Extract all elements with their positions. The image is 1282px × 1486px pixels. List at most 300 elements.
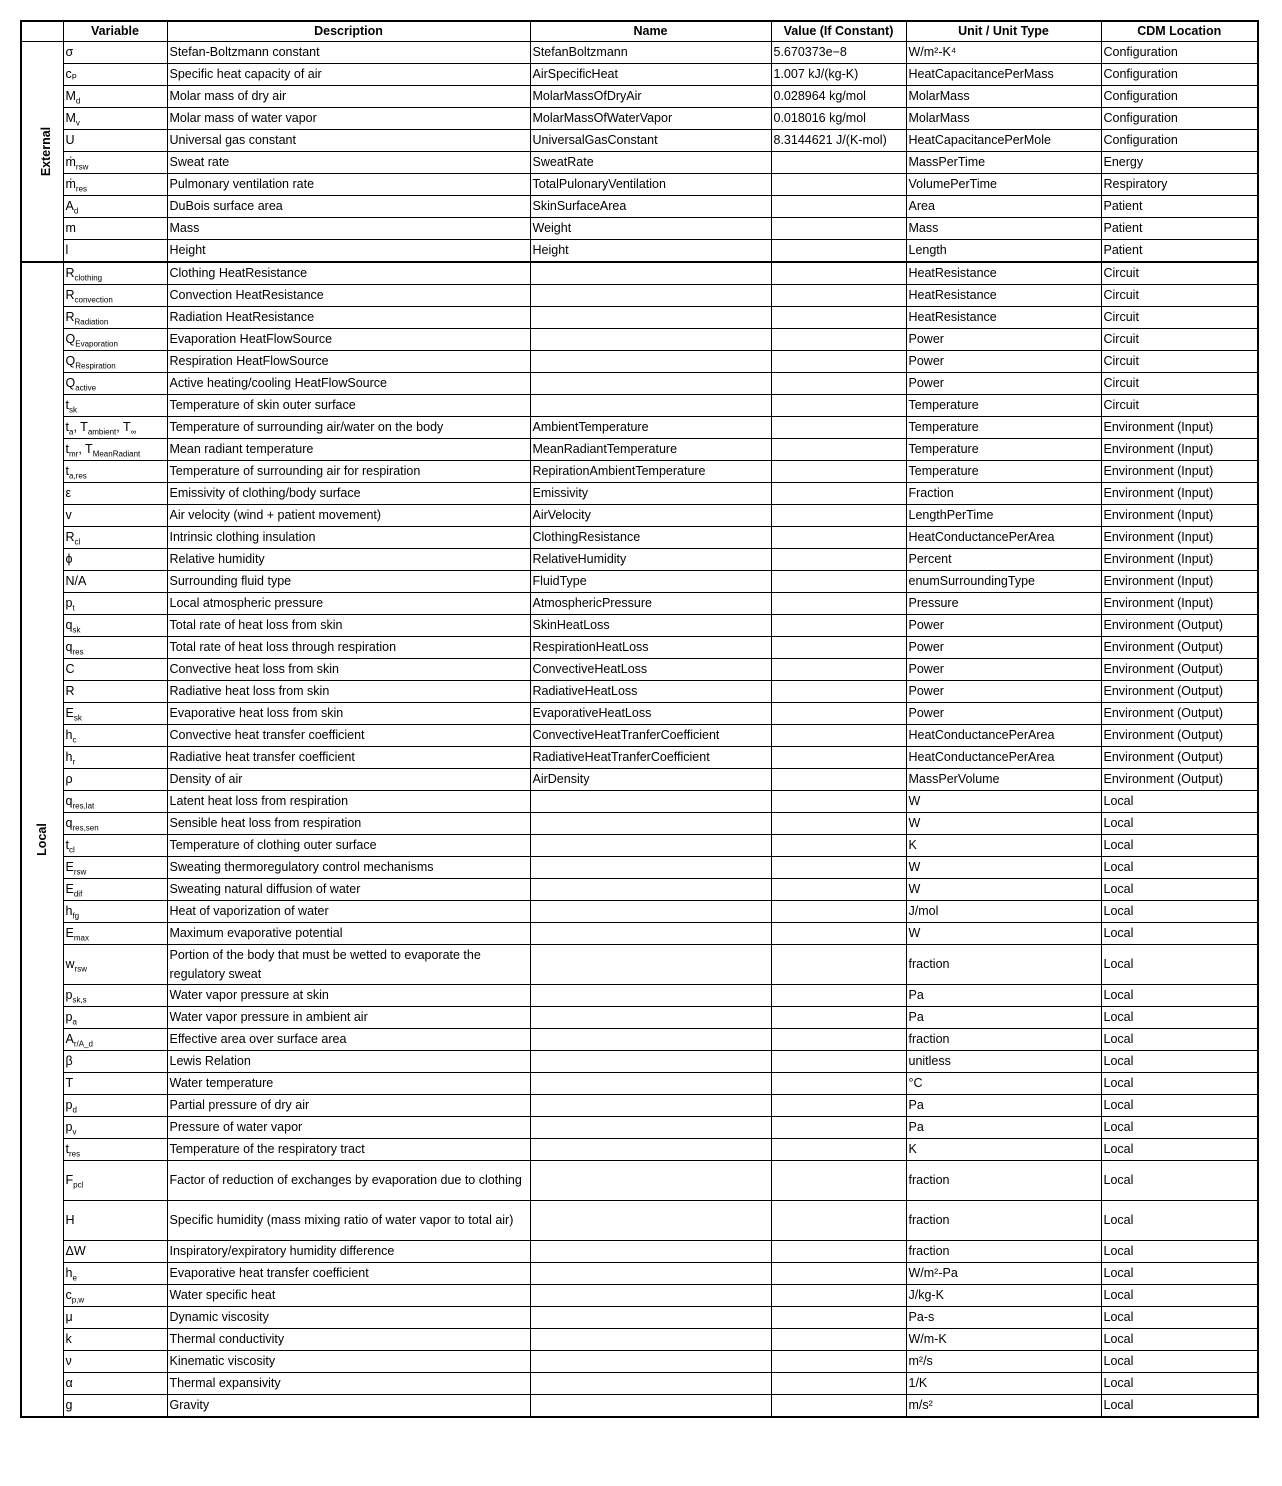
table-row xyxy=(21,1263,1258,1285)
cdm-location-cell: Respiratory xyxy=(1101,174,1258,196)
name-cell xyxy=(530,1241,771,1263)
table-row xyxy=(21,130,1258,152)
cdm-location-cell: Environment (Output) xyxy=(1101,681,1258,703)
value-cell xyxy=(771,174,906,196)
table-row xyxy=(21,945,1258,985)
value-cell xyxy=(771,307,906,329)
variable-cell: $q_{sk}$ xyxy=(63,615,167,637)
name-cell xyxy=(530,1263,771,1285)
name-cell xyxy=(530,813,771,835)
name-cell xyxy=(530,1139,771,1161)
variable-cell: β xyxy=(63,1051,167,1073)
table-row xyxy=(21,417,1258,439)
description-cell: Radiative heat loss from skin xyxy=(167,681,530,703)
variable-cell: ρ xyxy=(63,769,167,791)
table-row xyxy=(21,373,1258,395)
cdm-location-cell: Local xyxy=(1101,1161,1258,1201)
unit-cell: unitless xyxy=(906,1051,1101,1073)
unit-cell: Temperature xyxy=(906,461,1101,483)
value-cell xyxy=(771,571,906,593)
cdm-location-cell: Local xyxy=(1101,1051,1258,1073)
table-row xyxy=(21,1395,1258,1418)
description-cell: Convective heat loss from skin xyxy=(167,659,530,681)
table-row xyxy=(21,1373,1258,1395)
table-row xyxy=(21,285,1258,307)
cdm-location-cell: Circuit xyxy=(1101,329,1258,351)
value-cell xyxy=(771,395,906,417)
cdm-location-cell: Local xyxy=(1101,791,1258,813)
variable-cell: $t_{res}$ xyxy=(63,1139,167,1161)
variable-cell: $p_d$ xyxy=(63,1095,167,1117)
cdm-location-cell: Configuration xyxy=(1101,86,1258,108)
unit-cell: Pa xyxy=(906,1117,1101,1139)
variable-cell: α xyxy=(63,1373,167,1395)
value-cell xyxy=(771,703,906,725)
cdm-location-cell: Patient xyxy=(1101,240,1258,263)
value-cell xyxy=(771,461,906,483)
description-cell: Surrounding fluid type xyxy=(167,571,530,593)
unit-cell: Pa xyxy=(906,1095,1101,1117)
variable-cell: g xyxy=(63,1395,167,1418)
cdm-location-cell: Environment (Input) xyxy=(1101,571,1258,593)
value-cell xyxy=(771,945,906,985)
cdm-location-cell: Environment (Output) xyxy=(1101,703,1258,725)
value-cell xyxy=(771,1263,906,1285)
variable-cell: σ xyxy=(63,42,167,64)
name-cell xyxy=(530,395,771,417)
variable-cell: $q_{res}$ xyxy=(63,637,167,659)
unit-cell: Temperature xyxy=(906,439,1101,461)
value-cell xyxy=(771,1307,906,1329)
variable-cell: ϕ xyxy=(63,549,167,571)
cdm-location-cell: Environment (Output) xyxy=(1101,659,1258,681)
value-cell xyxy=(771,152,906,174)
variable-cell: $Q_{Evaporation}$ xyxy=(63,329,167,351)
variable-cell: $E_{rsw}$ xyxy=(63,857,167,879)
unit-cell: W/m²-Pa xyxy=(906,1263,1101,1285)
description-cell: Relative humidity xyxy=(167,549,530,571)
cdm-location-cell: Environment (Input) xyxy=(1101,439,1258,461)
description-cell: Lewis Relation xyxy=(167,1051,530,1073)
description-cell: Factor of reduction of exchanges by evaporation due to clothing xyxy=(167,1161,530,1201)
header-corner xyxy=(21,21,63,42)
cdm-location-cell: Patient xyxy=(1101,196,1258,218)
description-cell: Evaporation HeatFlowSource xyxy=(167,329,530,351)
table-row xyxy=(21,923,1258,945)
name-cell xyxy=(530,1029,771,1051)
value-cell xyxy=(771,1201,906,1241)
unit-cell: MassPerTime xyxy=(906,152,1101,174)
name-cell xyxy=(530,1329,771,1351)
cdm-location-cell: Local xyxy=(1101,923,1258,945)
description-cell: Convective heat transfer coefficient xyxy=(167,725,530,747)
cdm-location-cell: Circuit xyxy=(1101,285,1258,307)
value-cell: 8.3144621 J/(K-mol) xyxy=(771,130,906,152)
cdm-location-cell: Environment (Input) xyxy=(1101,461,1258,483)
value-cell xyxy=(771,1373,906,1395)
name-cell: Weight xyxy=(530,218,771,240)
name-cell xyxy=(530,1373,771,1395)
table-row xyxy=(21,1139,1258,1161)
table-row xyxy=(21,813,1258,835)
variable-cell: $t_a$, $T_{ambient}$, $T_\infty$ xyxy=(63,417,167,439)
cdm-location-cell: Local xyxy=(1101,1117,1258,1139)
header-variable: Variable xyxy=(63,21,167,42)
description-cell: Thermal conductivity xyxy=(167,1329,530,1351)
cdm-location-cell: Environment (Input) xyxy=(1101,483,1258,505)
table-row xyxy=(21,901,1258,923)
variable-cell: R xyxy=(63,681,167,703)
cdm-location-cell: Local xyxy=(1101,985,1258,1007)
name-cell: ConvectiveHeatLoss xyxy=(530,659,771,681)
variable-cell: $Q_{active}$ xyxy=(63,373,167,395)
description-cell: Water temperature xyxy=(167,1073,530,1095)
group-label-cell xyxy=(21,42,63,263)
variable-cell: m xyxy=(63,218,167,240)
value-cell xyxy=(771,218,906,240)
description-cell: Radiation HeatResistance xyxy=(167,307,530,329)
name-cell: AmbientTemperature xyxy=(530,417,771,439)
name-cell: MolarMassOfWaterVapor xyxy=(530,108,771,130)
unit-cell: W xyxy=(906,813,1101,835)
unit-cell: Temperature xyxy=(906,417,1101,439)
variable-cell: $A_d$ xyxy=(63,196,167,218)
cdm-location-cell: Circuit xyxy=(1101,351,1258,373)
variable-cell: $q_{res,sen}$ xyxy=(63,813,167,835)
cdm-location-cell: Environment (Input) xyxy=(1101,417,1258,439)
cdm-location-cell: Local xyxy=(1101,1201,1258,1241)
cdm-location-cell: Local xyxy=(1101,901,1258,923)
table-row xyxy=(21,351,1258,373)
description-cell: DuBois surface area xyxy=(167,196,530,218)
description-cell: Evaporative heat loss from skin xyxy=(167,703,530,725)
unit-cell: Fraction xyxy=(906,483,1101,505)
header-row xyxy=(21,21,1258,42)
name-cell: AirDensity xyxy=(530,769,771,791)
table-row xyxy=(21,985,1258,1007)
unit-cell: W xyxy=(906,923,1101,945)
table-row xyxy=(21,769,1258,791)
unit-cell: W xyxy=(906,857,1101,879)
unit-cell: J/kg-K xyxy=(906,1285,1101,1307)
unit-cell: Power xyxy=(906,681,1101,703)
name-cell: RadiativeHeatTranferCoefficient xyxy=(530,747,771,769)
cdm-location-cell: Local xyxy=(1101,813,1258,835)
variable-cell: ṁ$_{res}$ xyxy=(63,174,167,196)
table-row xyxy=(21,703,1258,725)
value-cell xyxy=(771,1395,906,1418)
variable-cell: ṁ$_{rsw}$ xyxy=(63,152,167,174)
unit-cell: m/s² xyxy=(906,1395,1101,1418)
value-cell xyxy=(771,1007,906,1029)
description-cell: Universal gas constant xyxy=(167,130,530,152)
cdm-location-cell: Local xyxy=(1101,879,1258,901)
name-cell: MeanRadiantTemperature xyxy=(530,439,771,461)
value-cell: 0.018016 kg/mol xyxy=(771,108,906,130)
unit-cell: Mass xyxy=(906,218,1101,240)
cdm-location-cell: Local xyxy=(1101,1263,1258,1285)
unit-cell: W/m²-K⁴ xyxy=(906,42,1101,64)
name-cell: ClothingResistance xyxy=(530,527,771,549)
name-cell: AirSpecificHeat xyxy=(530,64,771,86)
value-cell xyxy=(771,1351,906,1373)
name-cell: MolarMassOfDryAir xyxy=(530,86,771,108)
variable-cell: ε xyxy=(63,483,167,505)
description-cell: Temperature of clothing outer surface xyxy=(167,835,530,857)
description-cell: Sweating thermoregulatory control mechanisms xyxy=(167,857,530,879)
description-cell: Inspiratory/expiratory humidity difference xyxy=(167,1241,530,1263)
variable-cell: $c_{p,w}$ xyxy=(63,1285,167,1307)
name-cell xyxy=(530,1073,771,1095)
table-row xyxy=(21,1351,1258,1373)
table-row xyxy=(21,108,1258,130)
description-cell: Portion of the body that must be wetted to evaporate the regulatory sweat xyxy=(167,945,530,985)
name-cell xyxy=(530,1307,771,1329)
variable-cell: l xyxy=(63,240,167,263)
table-row xyxy=(21,152,1258,174)
name-cell xyxy=(530,923,771,945)
cdm-location-cell: Circuit xyxy=(1101,373,1258,395)
value-cell: 1.007 kJ/(kg-K) xyxy=(771,64,906,86)
name-cell xyxy=(530,329,771,351)
name-cell xyxy=(530,1351,771,1373)
cdm-location-cell: Environment (Output) xyxy=(1101,769,1258,791)
cdm-location-cell: Configuration xyxy=(1101,64,1258,86)
header-name: Name xyxy=(530,21,771,42)
name-cell xyxy=(530,373,771,395)
value-cell xyxy=(771,637,906,659)
table-row xyxy=(21,329,1258,351)
table-row xyxy=(21,835,1258,857)
variable-cell: μ xyxy=(63,1307,167,1329)
unit-cell: W xyxy=(906,791,1101,813)
unit-cell: Power xyxy=(906,329,1101,351)
table-row xyxy=(21,196,1258,218)
table-row xyxy=(21,1029,1258,1051)
value-cell: 5.670373e−8 xyxy=(771,42,906,64)
table-row xyxy=(21,395,1258,417)
value-cell xyxy=(771,439,906,461)
unit-cell: J/mol xyxy=(906,901,1101,923)
table-row xyxy=(21,439,1258,461)
name-cell xyxy=(530,791,771,813)
table-row xyxy=(21,1201,1258,1241)
name-cell xyxy=(530,945,771,985)
unit-cell: Pa xyxy=(906,985,1101,1007)
name-cell xyxy=(530,1201,771,1241)
unit-cell: HeatConductancePerArea xyxy=(906,747,1101,769)
table-row xyxy=(21,725,1258,747)
cdm-location-cell: Environment (Output) xyxy=(1101,725,1258,747)
header-unit: Unit / Unit Type xyxy=(906,21,1101,42)
value-cell xyxy=(771,747,906,769)
table-row xyxy=(21,1285,1258,1307)
unit-cell: HeatResistance xyxy=(906,285,1101,307)
name-cell: AtmosphericPressure xyxy=(530,593,771,615)
table-row xyxy=(21,1117,1258,1139)
unit-cell: HeatConductancePerArea xyxy=(906,527,1101,549)
description-cell: Water specific heat xyxy=(167,1285,530,1307)
variable-cell: $h_{fg}$ xyxy=(63,901,167,923)
cdm-location-cell: Circuit xyxy=(1101,395,1258,417)
unit-cell: W/m-K xyxy=(906,1329,1101,1351)
cdm-location-cell: Local xyxy=(1101,1373,1258,1395)
value-cell xyxy=(771,659,906,681)
description-cell: Partial pressure of dry air xyxy=(167,1095,530,1117)
cdm-location-cell: Configuration xyxy=(1101,42,1258,64)
name-cell xyxy=(530,285,771,307)
unit-cell: MolarMass xyxy=(906,86,1101,108)
cdm-location-cell: Local xyxy=(1101,1329,1258,1351)
cdm-location-cell: Local xyxy=(1101,1307,1258,1329)
variable-cell: $p_v$ xyxy=(63,1117,167,1139)
unit-cell: m²/s xyxy=(906,1351,1101,1373)
cdm-location-cell: Environment (Output) xyxy=(1101,637,1258,659)
unit-cell: MolarMass xyxy=(906,108,1101,130)
description-cell: Temperature of surrounding air/water on the body xyxy=(167,417,530,439)
unit-cell: Power xyxy=(906,637,1101,659)
group-label: Local xyxy=(34,823,49,856)
name-cell xyxy=(530,835,771,857)
unit-cell: Percent xyxy=(906,549,1101,571)
description-cell: Maximum evaporative potential xyxy=(167,923,530,945)
name-cell xyxy=(530,1285,771,1307)
cdm-location-cell: Environment (Output) xyxy=(1101,747,1258,769)
variable-cell: ΔW xyxy=(63,1241,167,1263)
description-cell: Temperature of the respiratory tract xyxy=(167,1139,530,1161)
variable-cell: $h_e$ xyxy=(63,1263,167,1285)
name-cell xyxy=(530,1117,771,1139)
description-cell: Molar mass of dry air xyxy=(167,86,530,108)
unit-cell: W xyxy=(906,879,1101,901)
description-cell: Stefan-Boltzmann constant xyxy=(167,42,530,64)
description-cell: Density of air xyxy=(167,769,530,791)
description-cell: Pressure of water vapor xyxy=(167,1117,530,1139)
unit-cell: fraction xyxy=(906,1161,1101,1201)
variable-cell: $t_{mr}$, $T_{MeanRadiant}$ xyxy=(63,439,167,461)
variable-cell: $R_{Radiation}$ xyxy=(63,307,167,329)
table-row xyxy=(21,747,1258,769)
value-cell xyxy=(771,681,906,703)
unit-cell: Pressure xyxy=(906,593,1101,615)
unit-cell: 1/K xyxy=(906,1373,1101,1395)
cdm-location-cell: Local xyxy=(1101,835,1258,857)
description-cell: Mass xyxy=(167,218,530,240)
description-cell: Temperature of surrounding air for respiration xyxy=(167,461,530,483)
name-cell: SkinSurfaceArea xyxy=(530,196,771,218)
unit-cell: LengthPerTime xyxy=(906,505,1101,527)
name-cell xyxy=(530,351,771,373)
table-row xyxy=(21,461,1258,483)
unit-cell: Pa xyxy=(906,1007,1101,1029)
name-cell: Emissivity xyxy=(530,483,771,505)
value-cell xyxy=(771,593,906,615)
value-cell xyxy=(771,549,906,571)
table-row xyxy=(21,64,1258,86)
cdm-location-cell: Local xyxy=(1101,1285,1258,1307)
value-cell xyxy=(771,1285,906,1307)
table-row xyxy=(21,1241,1258,1263)
variable-cell: ν xyxy=(63,1351,167,1373)
variable-cell: $R_{cl}$ xyxy=(63,527,167,549)
variable-cell: $p_a$ xyxy=(63,1007,167,1029)
table-body xyxy=(21,42,1258,1418)
cdm-location-cell: Local xyxy=(1101,1139,1258,1161)
variable-cell: $M_v$ xyxy=(63,108,167,130)
table-row xyxy=(21,659,1258,681)
cdm-location-cell: Patient xyxy=(1101,218,1258,240)
variable-cell: $t_{cl}$ xyxy=(63,835,167,857)
value-cell xyxy=(771,196,906,218)
table-row xyxy=(21,681,1258,703)
name-cell: FluidType xyxy=(530,571,771,593)
value-cell xyxy=(771,1029,906,1051)
cdm-location-cell: Local xyxy=(1101,1095,1258,1117)
table-row xyxy=(21,593,1258,615)
cdm-location-cell: Local xyxy=(1101,857,1258,879)
value-cell xyxy=(771,857,906,879)
variable-cell: $E_{sk}$ xyxy=(63,703,167,725)
description-cell: Height xyxy=(167,240,530,263)
unit-cell: Pa-s xyxy=(906,1307,1101,1329)
table-row xyxy=(21,549,1258,571)
name-cell xyxy=(530,1095,771,1117)
description-cell: Latent heat loss from respiration xyxy=(167,791,530,813)
value-cell: 0.028964 kg/mol xyxy=(771,86,906,108)
description-cell: Sweat rate xyxy=(167,152,530,174)
value-cell xyxy=(771,835,906,857)
variable-cell: $Q_{Respiration}$ xyxy=(63,351,167,373)
value-cell xyxy=(771,769,906,791)
table-row xyxy=(21,1161,1258,1201)
table-row xyxy=(21,791,1258,813)
value-cell xyxy=(771,373,906,395)
variable-cell: $F_{pcl}$ xyxy=(63,1161,167,1201)
variable-cell: $M_d$ xyxy=(63,86,167,108)
description-cell: Water vapor pressure in ambient air xyxy=(167,1007,530,1029)
description-cell: Intrinsic clothing insulation xyxy=(167,527,530,549)
cdm-location-cell: Circuit xyxy=(1101,262,1258,285)
table-row xyxy=(21,1007,1258,1029)
cdm-location-cell: Local xyxy=(1101,1351,1258,1373)
unit-cell: HeatCapacitancePerMole xyxy=(906,130,1101,152)
table-row xyxy=(21,1051,1258,1073)
name-cell: ConvectiveHeatTranferCoefficient xyxy=(530,725,771,747)
description-cell: Local atmospheric pressure xyxy=(167,593,530,615)
group-label-cell xyxy=(21,262,63,1417)
unit-cell: Area xyxy=(906,196,1101,218)
cdm-location-cell: Local xyxy=(1101,1241,1258,1263)
table-row xyxy=(21,637,1258,659)
cdm-location-cell: Configuration xyxy=(1101,130,1258,152)
table-row xyxy=(21,218,1258,240)
cdm-location-cell: Local xyxy=(1101,1007,1258,1029)
name-cell xyxy=(530,1051,771,1073)
value-cell xyxy=(771,1073,906,1095)
variable-cell: cₚ xyxy=(63,64,167,86)
unit-cell: Power xyxy=(906,703,1101,725)
unit-cell: VolumePerTime xyxy=(906,174,1101,196)
name-cell xyxy=(530,307,771,329)
name-cell: UniversalGasConstant xyxy=(530,130,771,152)
variables-table xyxy=(20,20,1259,1418)
name-cell: EvaporativeHeatLoss xyxy=(530,703,771,725)
table-row xyxy=(21,483,1258,505)
cdm-location-cell: Energy xyxy=(1101,152,1258,174)
table-row xyxy=(21,86,1258,108)
unit-cell: MassPerVolume xyxy=(906,769,1101,791)
value-cell xyxy=(771,791,906,813)
